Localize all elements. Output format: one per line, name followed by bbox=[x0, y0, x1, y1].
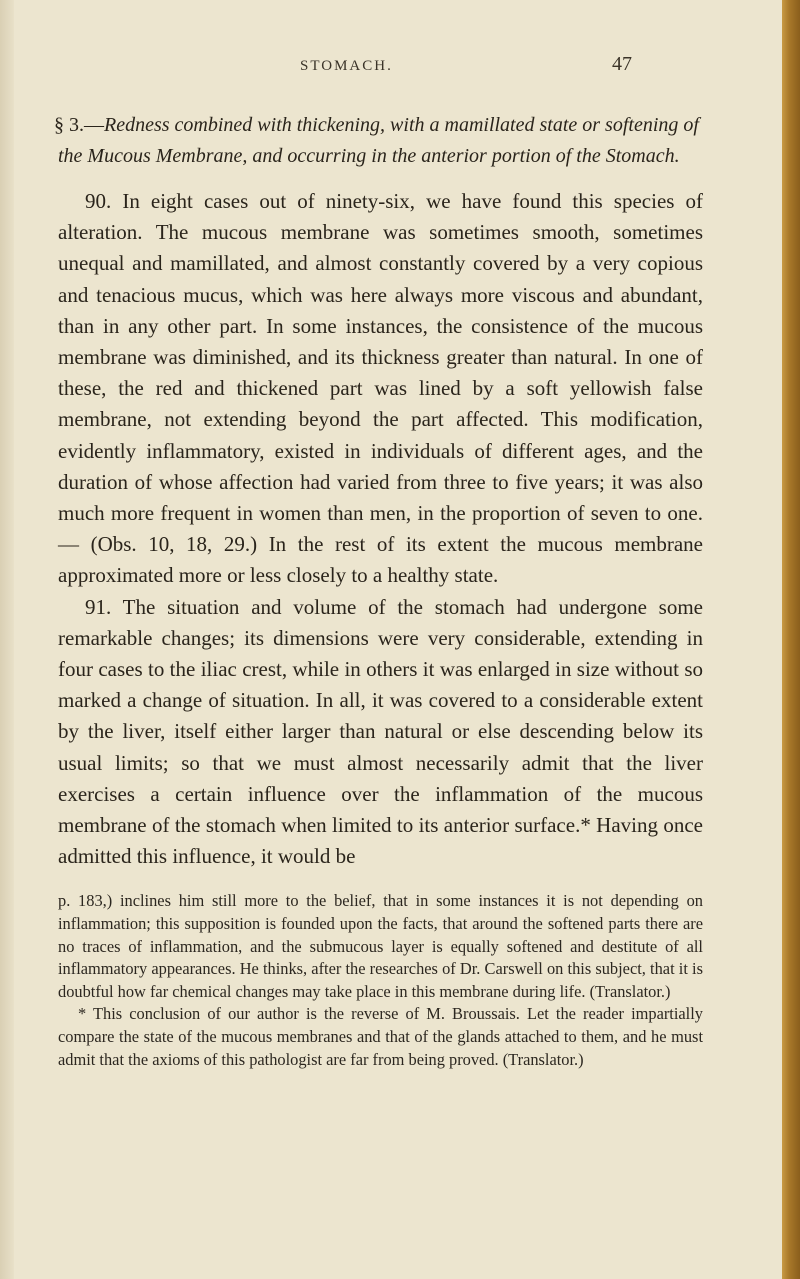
footnotes bbox=[58, 890, 703, 1071]
page-header bbox=[0, 53, 782, 82]
paragraph-number: 91. bbox=[85, 594, 112, 619]
footnote-continued: p. 183,) inclines him still more to the belief, that in some instances it is not depending on inflammation; this supposition is founded upon the facts, that around the softened parts there are no traces of inflammation, and the submucous layer is equally softened and destitute of all inflammatory appearances. He thinks, after the researches of Dr. Carswell on this subject, that it is doubtful how far chemical changes may take place in this membrane during life. (Translator.) bbox=[58, 891, 703, 1001]
footnote-star: * This conclusion of our author is the reverse of M. Broussais. Let the reader impartially compare the state of the mucous membranes and that of the glands attached to them, and he must admit that the axioms of this pathologist are far from being proved. (Translator.) bbox=[58, 1004, 703, 1069]
page-number: 47 bbox=[612, 53, 632, 75]
section-mark: § 3.— bbox=[54, 114, 104, 136]
page-gutter bbox=[0, 0, 14, 1279]
paragraph-90 bbox=[58, 186, 703, 592]
paragraph-text: The situation and volume of the stomach had undergone some remarkable changes; its dimensions were very considerable, extending in four cases to the iliac crest, while in others it was enlarged in size without so marked a change of situation. In all, it was covered to a considerable extent by the liver, itself either larger than natural or else descending below its usual limits; so that we must almost necessarily admit that the liver exercises a certain influence over the inflammation of the mucous membrane of the stomach when limited to its anterior surface.* Having once admitted this influence, it would be bbox=[58, 594, 703, 869]
paragraph-text: In eight cases out of ninety-six, we have found this species of alteration. The mucous membrane was sometimes smooth, sometimes unequal and mamillated, and almost constantly covered by a very copious and tenacious mucus, which was here always more viscous and abundant, than in any other part. In some instances, the consistence of the mucous membrane was diminished, and its thickness greater than natural. In one of these, the red and thickened part was lined by a soft yellowish false membrane, not extending beyond the part affected. This modification, evidently inflammatory, existed in individuals of different ages, and the duration of whose affection had varied from three to five years; it was also much more frequent in women than men, in the proportion of seven to one.— (Obs. 10, 18, 29.) In the rest of its extent the mucous membrane approximated more or less closely to a healthy state. bbox=[58, 189, 703, 588]
page-edge-gilt bbox=[782, 0, 800, 1279]
paragraph-91 bbox=[58, 592, 703, 873]
page-body bbox=[54, 110, 703, 1071]
section-heading bbox=[54, 110, 703, 172]
section-title: Redness combined with thickening, with a mamillated state or softening of the Mucous Membrane, and occurring in the anterior portion of the Stomach. bbox=[58, 114, 699, 167]
paragraph-number: 90. bbox=[85, 189, 112, 213]
running-head: STOMACH. bbox=[300, 58, 393, 74]
